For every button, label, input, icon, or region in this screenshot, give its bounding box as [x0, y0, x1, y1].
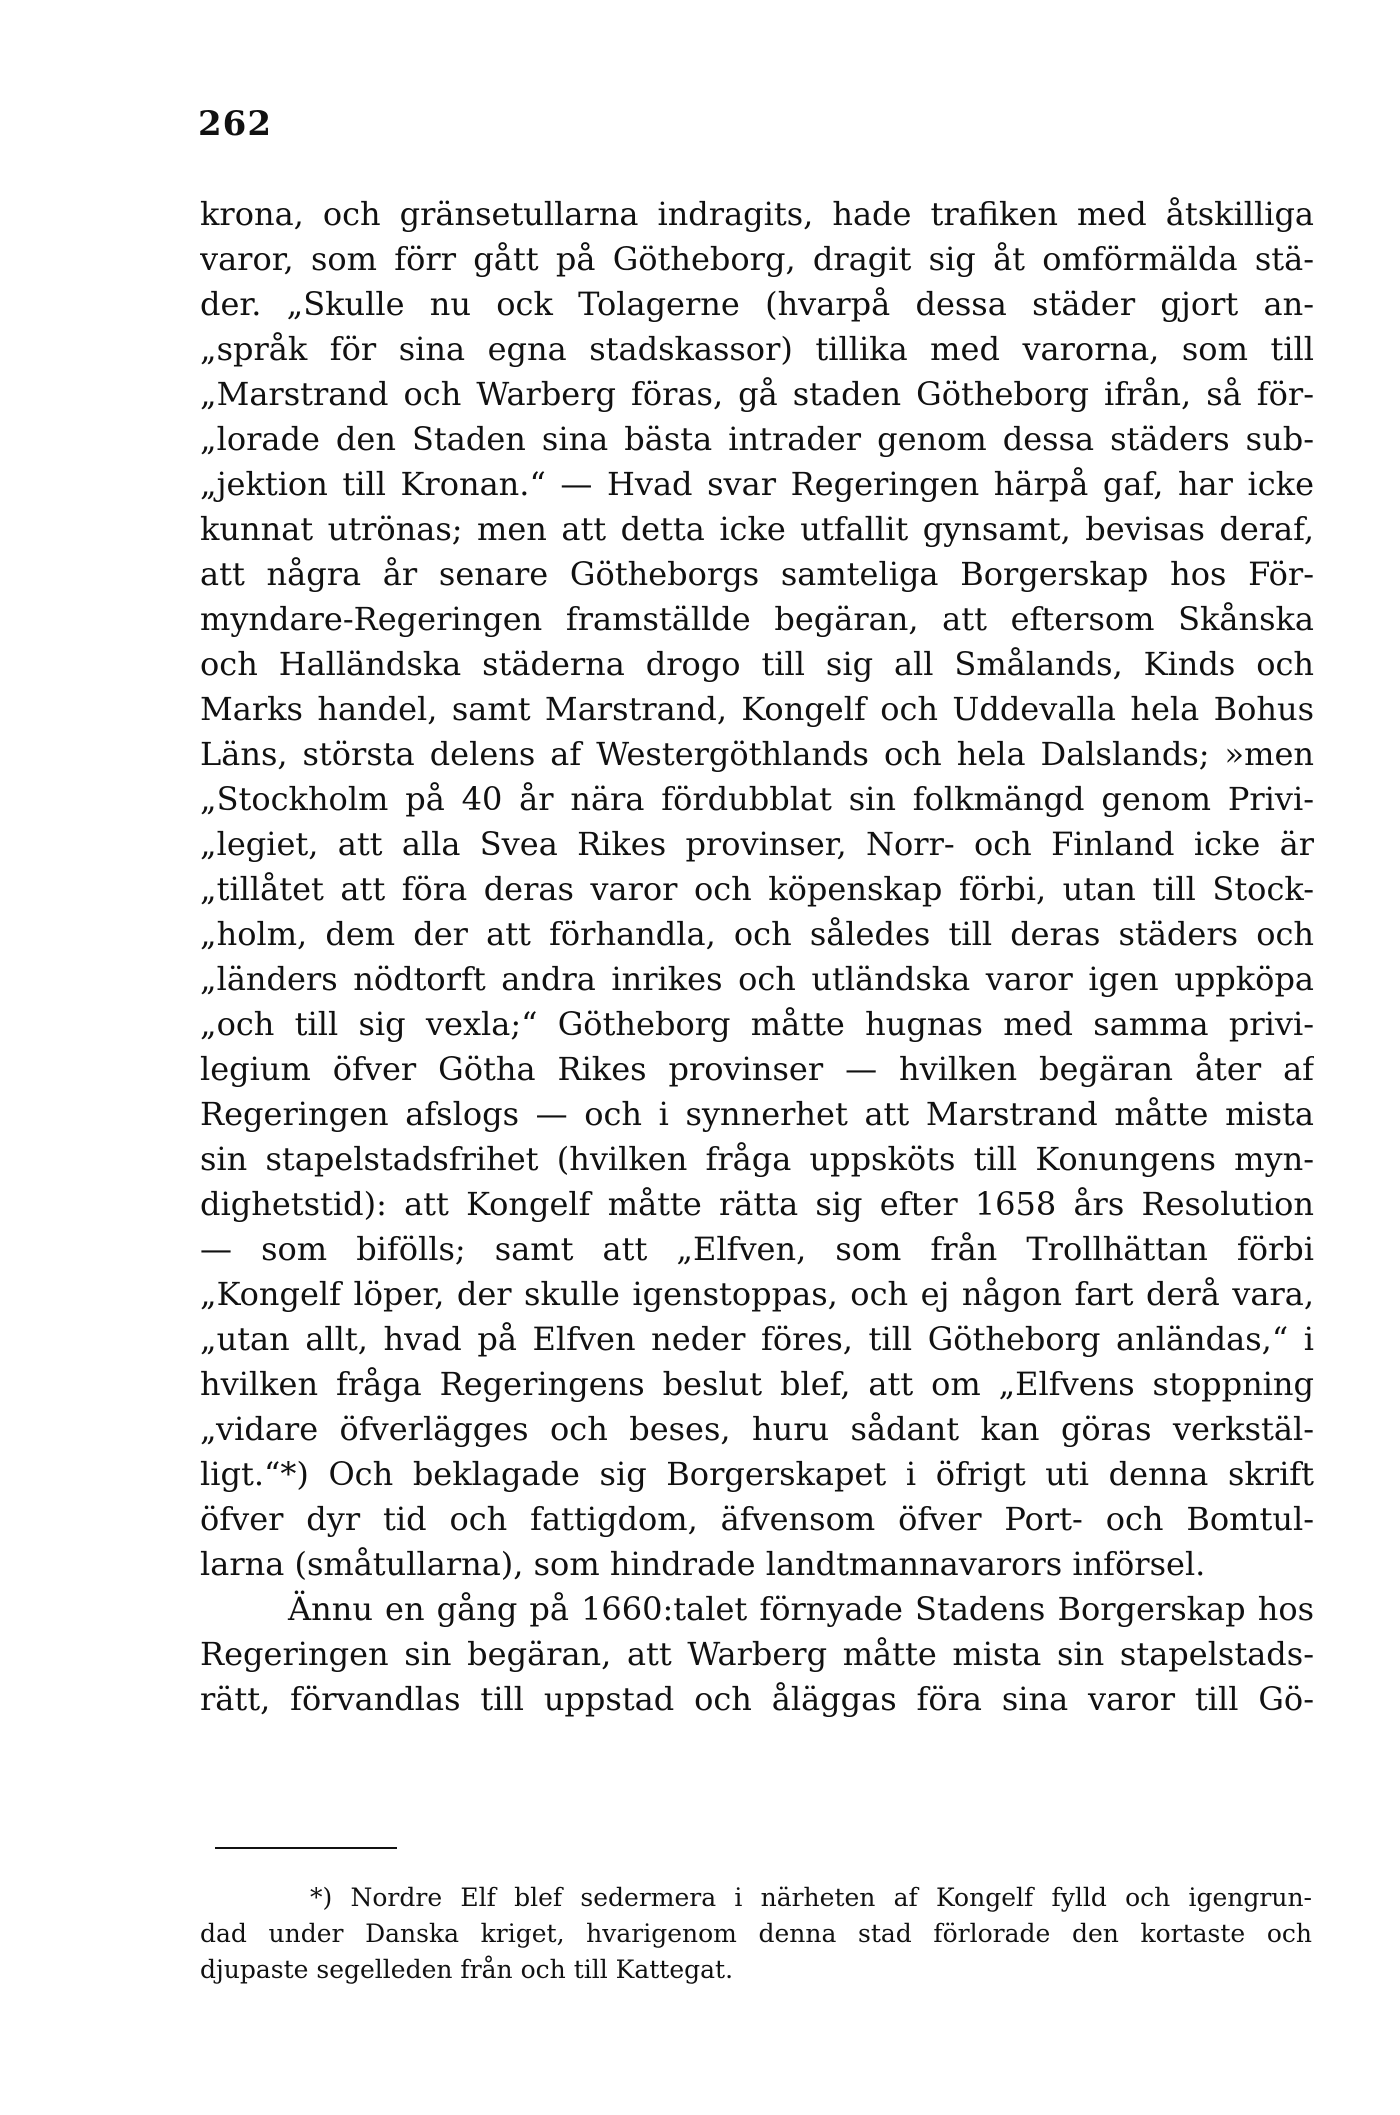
text-line: Läns, största delens af Westergöthlands och hela Dalslands; »men: [200, 735, 1314, 773]
text-line: legium öfver Götha Rikes provinser — hvilken begäran åter af: [200, 1050, 1314, 1088]
text-line: myndare-Regeringen framställde begäran, att eftersom Skånska: [200, 600, 1314, 638]
footnote-line: djupaste segelleden från och till Kattegat.: [200, 1955, 734, 1984]
text-line: „Stockholm på 40 år nära fördubblat sin folkmängd genom Privi-: [200, 780, 1314, 818]
text-line: „språk för sina egna stadskassor) tillika med varorna, som till: [200, 330, 1314, 368]
text-line: och Halländska städerna drogo till sig all Smålands, Kinds och: [200, 645, 1314, 683]
text-line: hvilken fråga Regeringens beslut blef, att om „Elfvens stoppning: [200, 1365, 1314, 1403]
text-line: öfver dyr tid och fattigdom, äfvensom öfver Port- och Bomtul-: [200, 1500, 1314, 1538]
footnote-separator: [215, 1847, 397, 1849]
text-line: „vidare öfverlägges och beses, huru sådant kan göras verkstäl-: [200, 1410, 1314, 1448]
footnote: [200, 1880, 1312, 1988]
page-number: 262: [198, 104, 272, 144]
text-line: krona, och gränsetullarna indragits, hade trafiken med åtskilliga: [200, 195, 1314, 233]
text-line: Regeringen afslogs — och i synnerhet att Marstrand måtte mista: [200, 1095, 1314, 1133]
text-line: Regeringen sin begäran, att Warberg måtte mista sin stapelstads-: [200, 1635, 1314, 1673]
text-line: dighetstid): att Kongelf måtte rätta sig efter 1658 års Resolution: [200, 1185, 1314, 1223]
text-line: „länders nödtorft andra inrikes och utländska varor igen uppköpa: [200, 960, 1314, 998]
text-line: „Kongelf löper, der skulle igenstoppas, och ej någon fart derå vara,: [200, 1275, 1314, 1313]
text-line: Marks handel, samt Marstrand, Kongelf och Uddevalla hela Bohus: [200, 690, 1314, 728]
text-line: „lorade den Staden sina bästa intrader genom dessa städers sub-: [200, 420, 1314, 458]
paragraph-start-line: Ännu en gång på 1660:talet förnyade Stadens Borgerskap hos: [288, 1590, 1314, 1628]
text-line: „legiet, att alla Svea Rikes provinser, Norr- och Finland icke är: [200, 825, 1314, 863]
footnote-line: *) Nordre Elf blef sedermera i närheten af Kongelf fylld och igengrun-: [310, 1883, 1312, 1912]
body-text: [200, 192, 1314, 1722]
text-line: — som bifölls; samt att „Elfven, som från Trollhättan förbi: [200, 1230, 1314, 1268]
text-line: ligt.“*) Och beklagade sig Borgerskapet i öfrigt uti denna skrift: [200, 1455, 1314, 1493]
text-line: „holm, dem der att förhandla, och således till deras städers och: [200, 915, 1314, 953]
text-line: „jektion till Kronan.“ — Hvad svar Regeringen härpå gaf, har icke: [200, 465, 1314, 503]
paragraph-end-line: larna (småtullarna), som hindrade landtmannavarors införsel.: [200, 1545, 1206, 1583]
text-line: kunnat utrönas; men att detta icke utfallit gynsamt, bevisas deraf,: [200, 510, 1314, 548]
text-line: varor, som förr gått på Götheborg, dragit sig åt omförmälda stä-: [200, 240, 1314, 278]
text-line: der. „Skulle nu ock Tolagerne (hvarpå dessa städer gjort an-: [200, 285, 1314, 323]
text-line: „Marstrand och Warberg föras, gå staden Götheborg ifrån, så för-: [200, 375, 1314, 413]
footnote-line: dad under Danska kriget, hvarigenom denna stad förlorade den kortaste och: [200, 1919, 1312, 1948]
text-line: att några år senare Götheborgs samteliga Borgerskap hos För-: [200, 555, 1314, 593]
text-line: rätt, förvandlas till uppstad och åläggas föra sina varor till Gö-: [200, 1680, 1314, 1718]
text-line: sin stapelstadsfrihet (hvilken fråga uppsköts till Konungens myn-: [200, 1140, 1314, 1178]
text-line: „utan allt, hvad på Elfven neder föres, till Götheborg anländas,“ i: [200, 1320, 1314, 1358]
text-line: „tillåtet att föra deras varor och köpenskap förbi, utan till Stock-: [200, 870, 1314, 908]
text-line: „och till sig vexla;“ Götheborg måtte hugnas med samma privi-: [200, 1005, 1314, 1043]
